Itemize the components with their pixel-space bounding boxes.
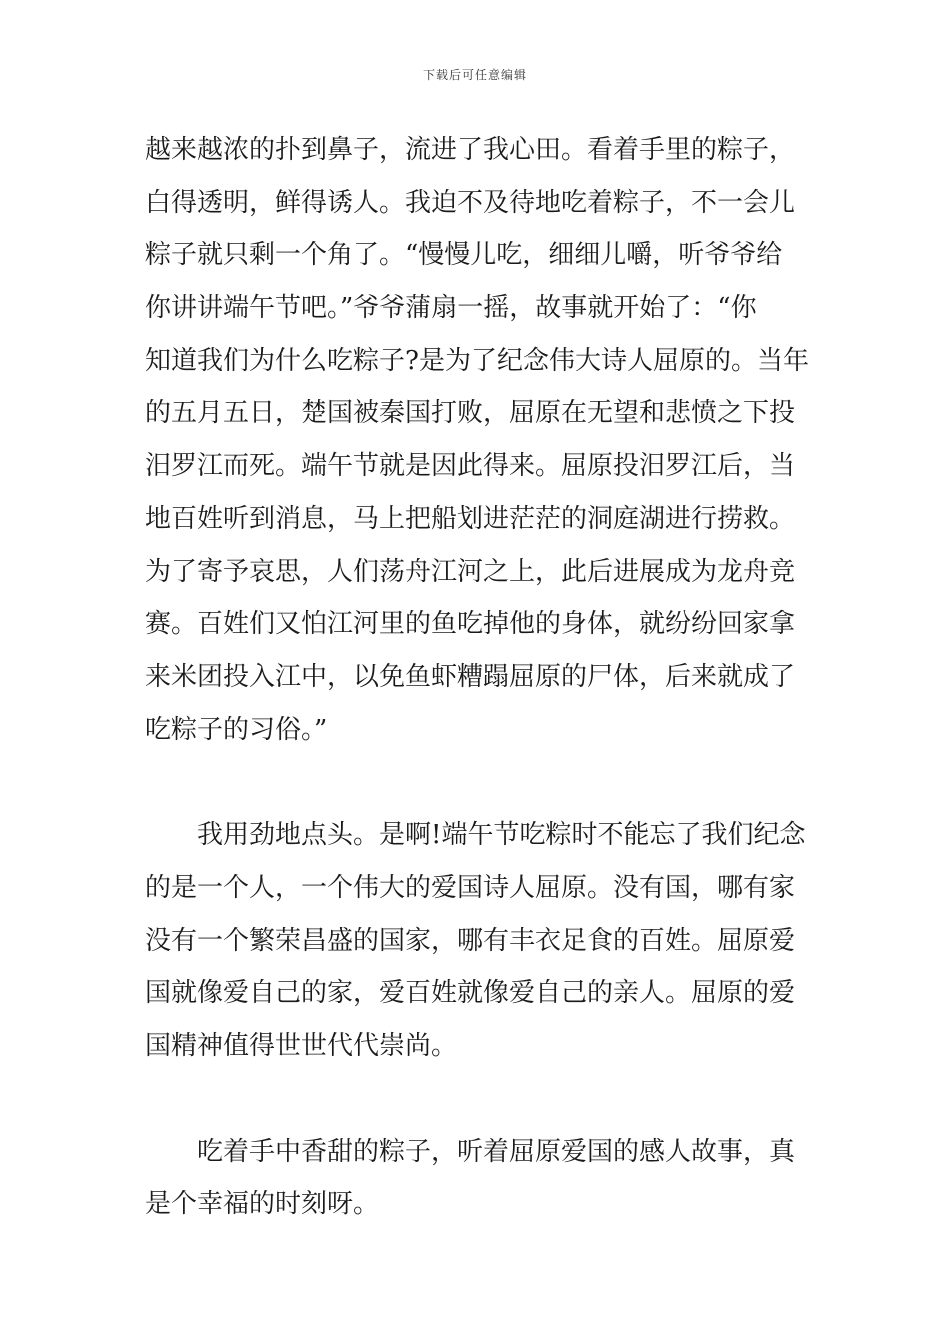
paragraph-3 — [145, 1126, 811, 1231]
text-line: 国精神值得世世代代崇尚。 — [145, 1031, 458, 1061]
document-body — [145, 124, 811, 1231]
text-line: 为了寄予哀思，人们荡舟江河之上，此后进展成为龙舟竞 — [145, 556, 796, 587]
text-line: 越来越浓的扑到鼻子，流进了我心田。看着手里的粽子， — [145, 135, 796, 165]
text-line: 粽子就只剩一个角了。“慢慢儿吃，细细儿嚼，听爷爷给 — [145, 240, 783, 271]
text-line: 我用劲地点头。是啊!端午节吃粽时不能忘了我们纪念 — [197, 820, 806, 851]
paragraph-spacer — [145, 1073, 811, 1126]
text-line: 汨罗江而死。端午节就是因此得来。屈原投汨罗江后，当 — [145, 451, 796, 482]
text-line: 你讲讲端午节吧。”爷爷蒲扇一摇，故事就开始了：“你 — [145, 293, 757, 324]
text-line: 白得透明，鲜得诱人。我迫不及待地吃着粽子，不一会儿 — [145, 187, 796, 218]
text-line: 的是一个人，一个伟大的爱国诗人屈原。没有国，哪有家 — [145, 872, 796, 903]
text-line: 是个幸福的时刻呀。 — [145, 1189, 380, 1220]
text-line: 地百姓听到消息，马上把船划进茫茫的洞庭湖进行捞救。 — [145, 503, 796, 534]
paragraph-2 — [145, 809, 811, 1072]
text-line: 来米团投入江中，以免鱼虾糟蹋屈原的尸体，后来就成了 — [145, 661, 796, 692]
text-line: 吃粽子的习俗。” — [145, 714, 328, 745]
text-line: 知道我们为什么吃粽子?是为了纪念伟大诗人屈原的。当年 — [145, 345, 809, 376]
text-line: 的五月五日，楚国被秦国打败，屈原在无望和悲愤之下投 — [145, 398, 796, 429]
paragraph-spacer — [145, 756, 811, 809]
paragraph-1 — [145, 124, 811, 756]
text-line: 吃着手中香甜的粽子，听着屈原爱国的感人故事，真 — [197, 1136, 796, 1167]
page-header: 下载后可任意编辑 — [422, 68, 527, 82]
text-line: 赛。百姓们又怕江河里的鱼吃掉他的身体，就纷纷回家拿 — [145, 609, 796, 640]
text-line: 国就像爱自己的家，爱百姓就像爱自己的亲人。屈原的爱 — [145, 978, 796, 1009]
text-line: 没有一个繁荣昌盛的国家，哪有丰衣足食的百姓。屈原爱 — [145, 925, 796, 956]
